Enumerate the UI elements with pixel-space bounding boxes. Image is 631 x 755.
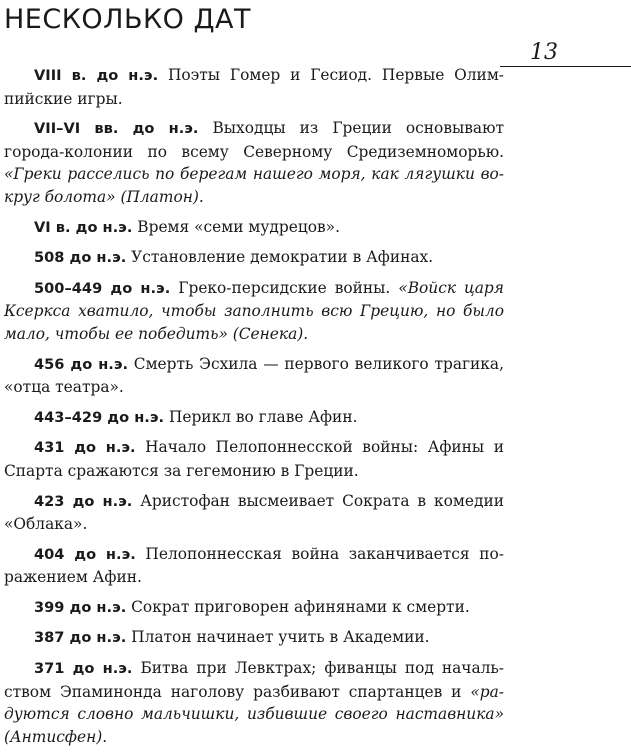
entry-date: 431 до н.э. — [34, 439, 136, 457]
entry-date: 404 до н.э. — [34, 545, 136, 563]
timeline-entry — [4, 436, 504, 482]
timeline-entry — [4, 490, 504, 536]
entry-date: VI в. до н.э. — [34, 218, 133, 236]
entry-date: 443–429 до н.э. — [34, 408, 165, 426]
entry-text: Выходцы из Греции основывают города-колонии по всему Северному Средиземноморью. — [4, 119, 504, 161]
timeline-entry — [4, 64, 504, 110]
entry-date: 500–449 до н.э. — [34, 279, 171, 297]
entry-date: 399 до н.э. — [34, 598, 127, 616]
entry-date: 387 до н.э. — [34, 629, 127, 647]
entry-text: Пелопоннесская война заканчивается поражением Афин. — [4, 544, 504, 587]
entry-text: Смерть Эсхила — первого великого трагика, «отца театра». — [4, 354, 504, 397]
page-title: НЕСКОЛЬКО ДАТ — [4, 4, 252, 35]
entry-date: 508 до н.э. — [34, 249, 127, 267]
timeline-entry — [4, 216, 504, 240]
entry-date: 456 до н.э. — [34, 355, 129, 373]
entry-quote: «радуются словно мальчишки, избившие своего наставника» (Антисфен). — [4, 682, 504, 746]
entry-text: Сократ приговорен афинянами к смерти. — [126, 597, 470, 616]
entry-text: Поэты Гомер и Гесиод. Первые Олимпийские игры. — [4, 66, 504, 108]
entry-date: VIII в. до н.э. — [34, 67, 159, 84]
timeline-entry — [4, 353, 504, 399]
timeline-entry — [4, 117, 504, 208]
timeline-entry — [4, 626, 504, 650]
entry-text: Битва при Левктрах; фиванцы под начальством Эпаминонда наголову разбивают спартанцев и — [4, 659, 504, 701]
timeline-entry — [4, 657, 504, 748]
entry-text: Начало Пелопоннесской войны: Афины и Спарта сражаются за гегемонию в Греции. — [4, 438, 504, 480]
timeline-entry — [4, 277, 504, 346]
entry-date: VII–VI вв. до н.э. — [34, 120, 199, 138]
entry-text: Перикл во главе Афин. — [164, 407, 358, 426]
entry-quote: «Войск царя Ксеркса хватило, чтобы заполнить всю Грецию, но было мало, чтобы ее победить» (Сенека). — [4, 278, 504, 343]
header-rule — [500, 66, 631, 67]
timeline-entry — [4, 246, 504, 270]
entry-text: Время «семи мудрецов». — [132, 217, 340, 236]
entry-quote: «Греки расселись по берегам нашего моря, как лягушки вокруг болота» (Платон). — [4, 165, 504, 206]
entry-date: 423 до н.э. — [34, 492, 133, 510]
entry-text: Платон начинает учить в Академии. — [126, 628, 430, 647]
timeline-list — [4, 64, 504, 755]
page-number: 13 — [530, 40, 558, 65]
timeline-entry — [4, 596, 504, 620]
entry-text: Установление демократии в Афинах. — [126, 248, 434, 267]
entry-text: Греко-персидские войны. — [170, 278, 399, 297]
entry-text: Аристофан высмеивает Сократа в комедии «Облака». — [4, 491, 504, 534]
timeline-entry — [4, 543, 504, 589]
timeline-entry — [4, 406, 504, 430]
entry-date: 371 до н.э. — [34, 660, 133, 678]
